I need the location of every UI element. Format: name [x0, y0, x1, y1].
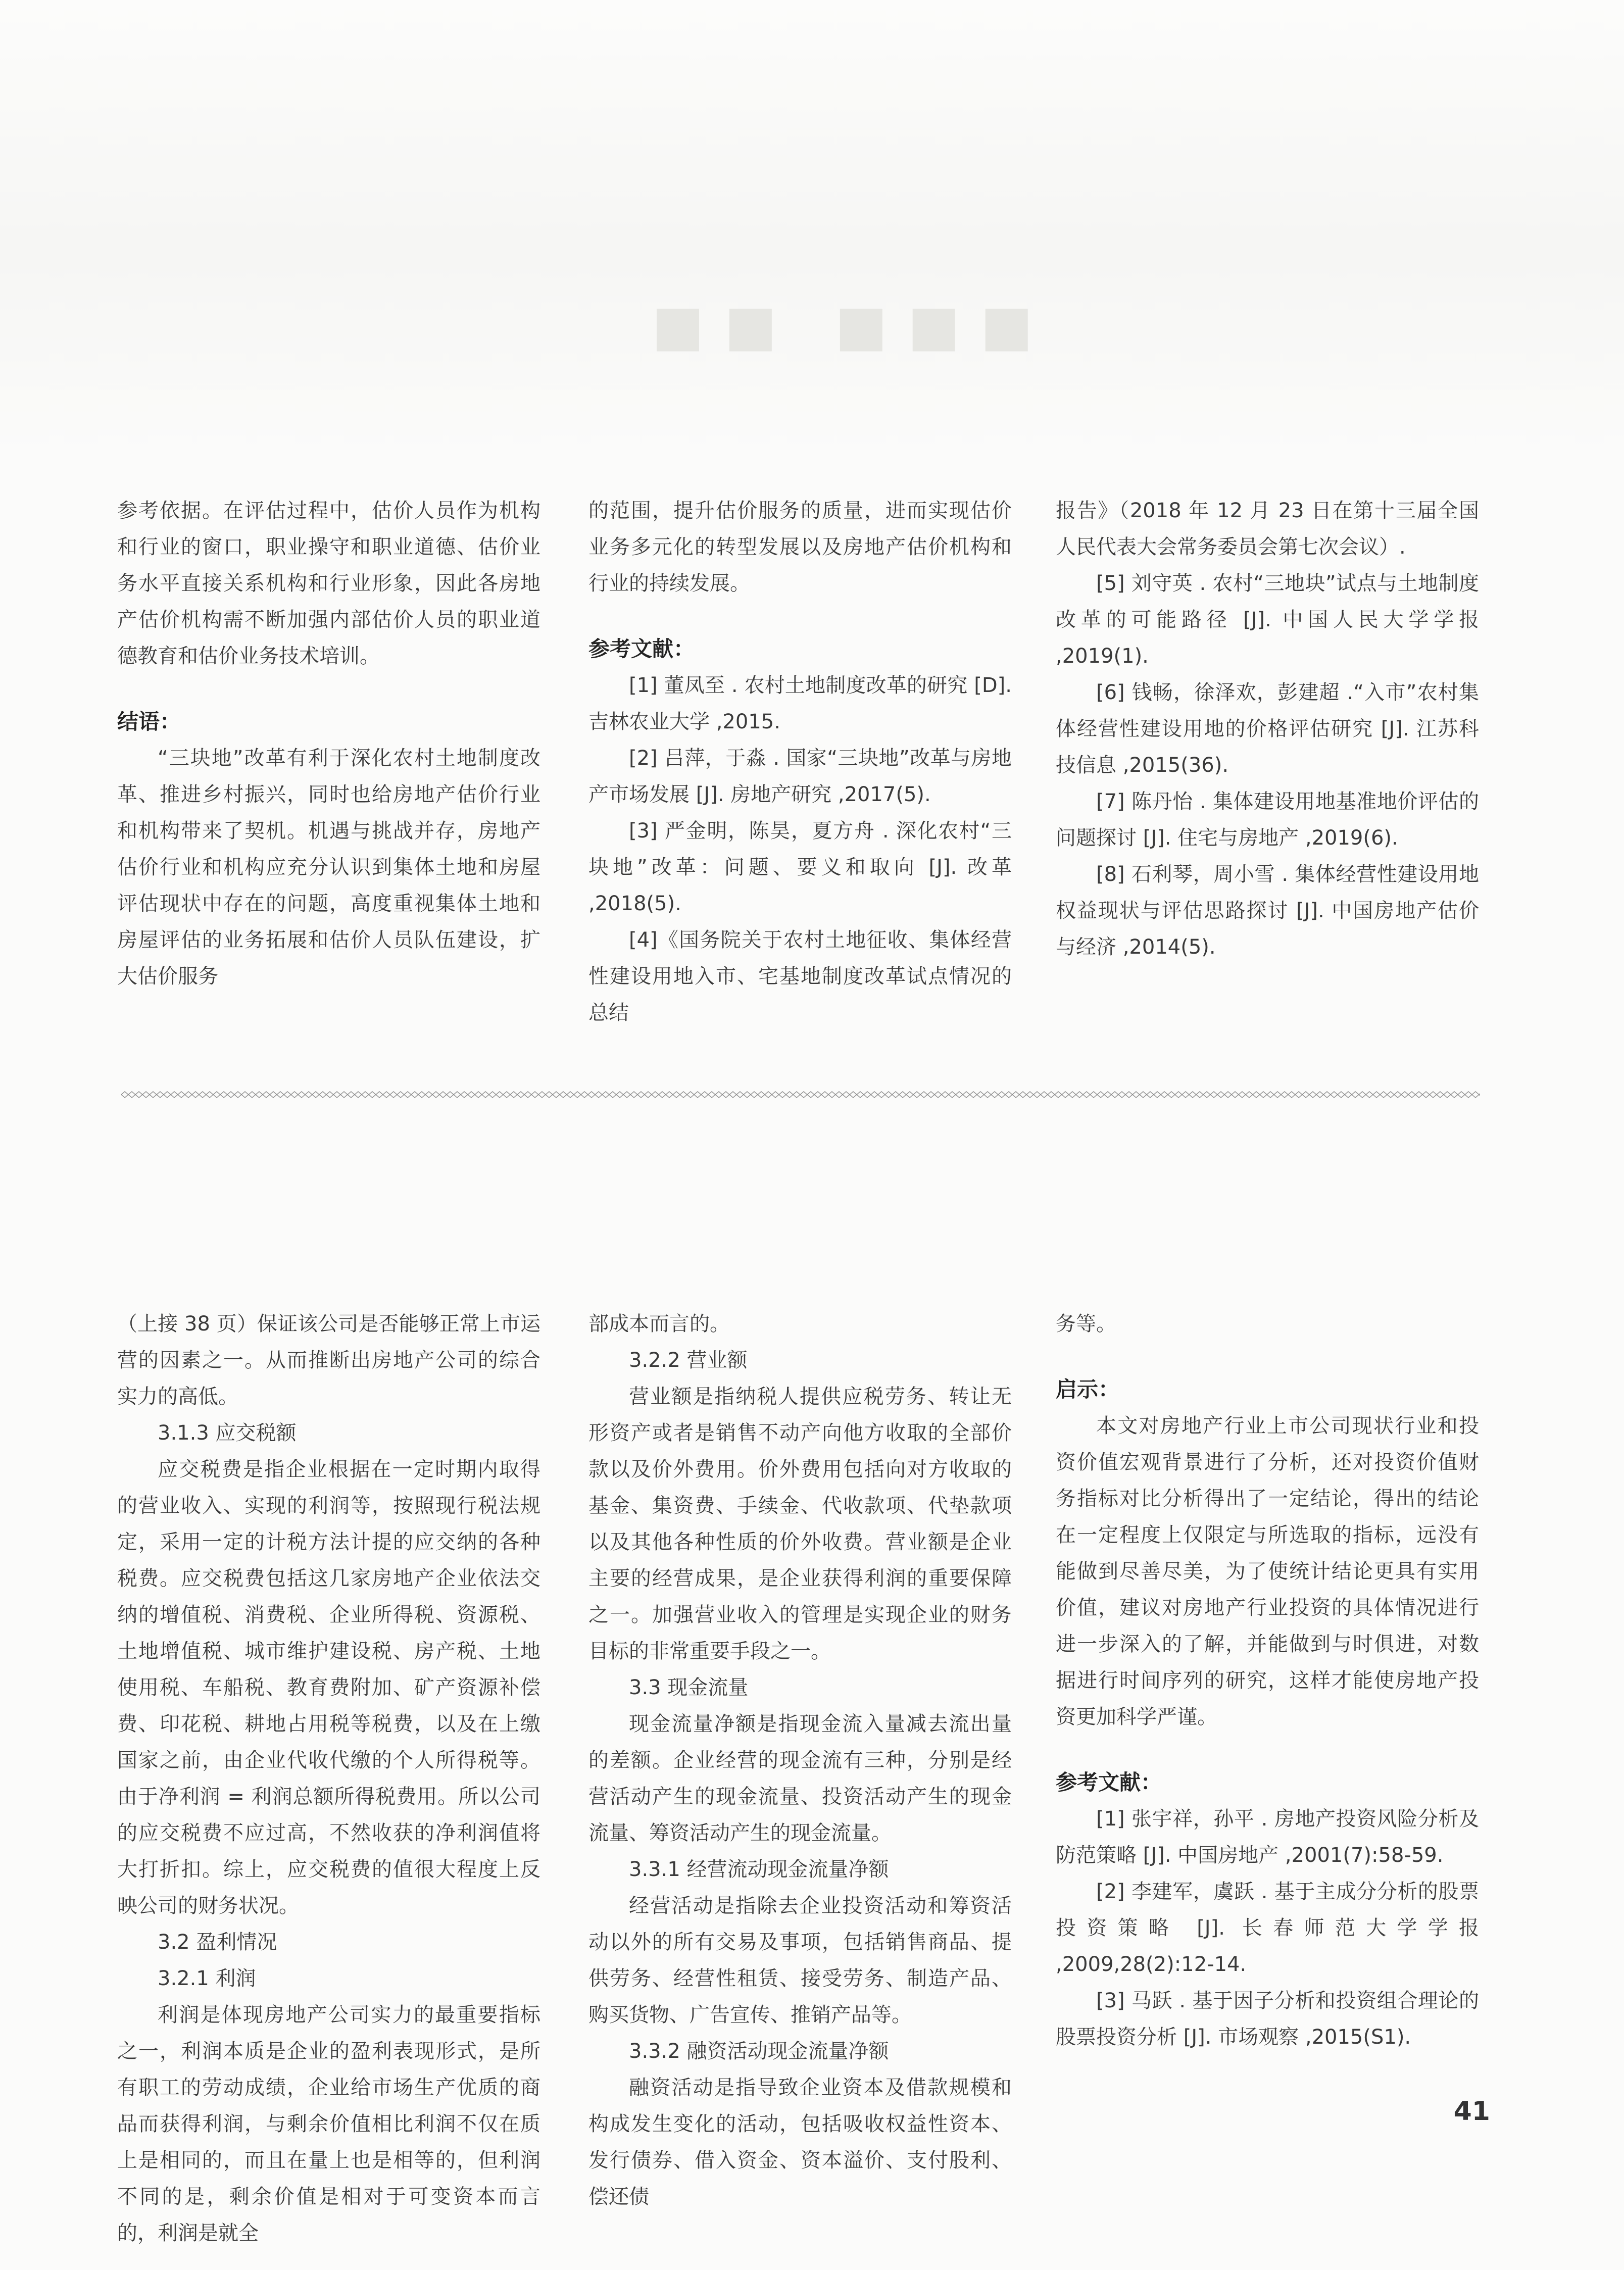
paragraph: 现金流量净额是指现金流入量减去流出量的差额。企业经营的现金流有三种，分别是经营活动产生的现金流量、投资活动产生的现金流量、筹资活动产生的现金流量。 — [588, 1712, 1012, 1845]
paragraph: 营业额是指纳税人提供应税劳务、转让无形资产或者是销售不动产向他方收取的全部价款以及价外费用。价外费用包括向对方收取的基金、集资费、手续金、代收款项、代垫款项以及其他各种性质的价外收费。营业额是企业主要的经营成果，是企业获得利润的重要保障之一。加强营业收入的管理是实现企业的财务目标的非常重要手段之一。 — [588, 1385, 1012, 1663]
subsection-heading: 3.3 现金流量 — [629, 1676, 749, 1699]
paragraph: 经营活动是指除去企业投资活动和筹资活动以外的所有交易及事项，包括销售商品、提供劳务、经营性租赁、接受劳务、制造产品、购买货物、广告宣传、推销产品等。 — [588, 1894, 1012, 2027]
reference-item: [1] 张宇祥，孙平 . 房地产投资风险分析及防范策略 [J]. 中国房地产 ,2001(7):58-59. — [1056, 1807, 1479, 1867]
paragraph: “三块地”改革有利于深化农村土地制度改革、推进乡村振兴，同时也给房地产估价行业和机构带来了契机。机遇与挑战并存，房地产估价行业和机构应充分认识到集体土地和房屋评估现状中存在的问题，高度重视集体土地和房屋评估的业务拓展和估价人员队伍建设，扩大估价服务 — [117, 747, 540, 988]
paragraph: 利润是体现房地产公司实力的最重要指标之一，利润本质是企业的盈利表现形式，是所有职工的劳动成绩，企业给市场生产优质的商品而获得利润，与剩余价值相比利润不仅在质上是相同的，而且在量上也是相等的，但利润不同的是，剩余价值是相对于可变资本而言的，利润是就全 — [117, 2003, 540, 2245]
article1-column-1 — [117, 492, 540, 988]
subsection-heading: 3.1.3 应交税额 — [158, 1421, 297, 1445]
references-heading: 参考文献： — [1056, 1770, 1162, 1795]
subsection-heading: 3.3.2 融资活动现金流量净额 — [629, 2040, 889, 2063]
article2-column-1 — [117, 1306, 540, 2245]
reference-item: [2] 吕萍，于淼 . 国家“三块地”改革与房地产市场发展 [J]. 房地产研究 ,2017(5). — [588, 747, 1012, 806]
paragraph: 应交税费是指企业根据在一定时期内取得的营业收入、实现的利润等，按照现行税法规定，采用一定的计税方法计提的应交纳的各种税费。应交税费包括这几家房地产企业依法交纳的增值税、消费税、企业所得税、资源税、土地增值税、城市维护建设税、房产税、土地使用税、车船税、教育费附加、矿产资源补偿费、印花税、耕地占用税等税费，以及在上缴国家之前，由企业代收代缴的个人所得税等。由于净利润 = 利润总额所得税费用。所以公司的应交税费不应过高，不然收获的净利润值将大打折扣。综上，应交税费的值很大程度上反映公司的财务状况。 — [117, 1458, 540, 1917]
subsection-heading: 3.2.1 利润 — [158, 1967, 256, 1990]
paragraph: 务等。 — [1056, 1312, 1116, 1336]
reference-item: [3] 严金明，陈昊，夏方舟 . 深化农村“三块地”改革：问题、要义和取向 [J]. 改革 ,2018(5). — [588, 819, 1012, 915]
paragraph: 参考依据。在评估过程中，估价人员作为机构和行业的窗口，职业操守和职业道德、估价业务水平直接关系机构和行业形象，因此各房地产估价机构需不断加强内部估价人员的职业道德教育和估价业务技术培训。 — [117, 499, 540, 668]
subsection-heading: 3.3.1 经营流动现金流量净额 — [629, 1858, 889, 1881]
decorative-divider — [121, 1091, 1480, 1098]
paragraph: 部成本而言的。 — [588, 1312, 730, 1336]
reference-item: 报告》（2018 年 12 月 23 日在第十三届全国人民代表大会常务委员会第七次会议）. — [1056, 499, 1479, 559]
subsection-heading: 3.2 盈利情况 — [158, 1931, 277, 1954]
paragraph: 的范围，提升估价服务的质量，进而实现估价业务多元化的转型发展以及房地产估价机构和行业的持续发展。 — [588, 499, 1012, 595]
paragraph: 本文对房地产行业上市公司现状行业和投资价值宏观背景进行了分析，还对投资价值财务指标对比分析得出了一定结论，得出的结论在一定程度上仅限定与所选取的指标，远没有能做到尽善尽美，为了使统计结论更具有实用价值，建议对房地产行业投资的具体情况进行进一步深入的了解，并能做到与时俱进，对数据进行时间序列的研究，这样才能使房地产投资更加科学严谨。 — [1056, 1414, 1479, 1729]
reference-item: [7] 陈丹怡 . 集体建设用地基准地价评估的问题探讨 [J]. 住宅与房地产 ,2019(6). — [1056, 790, 1479, 850]
faded-header-band — [0, 0, 1624, 455]
paragraph: （上接 38 页）保证该公司是否能够正常上市运营的因素之一。从而推断出房地产公司的综合实力的高低。 — [117, 1312, 540, 1408]
reference-item: [3] 马跃 . 基于因子分析和投资组合理论的股票投资分析 [J]. 市场观察 ,2015(S1). — [1056, 1989, 1479, 2049]
article1-column-3 — [1056, 492, 1479, 959]
article2-column-3 — [1056, 1306, 1479, 2139]
subsection-heading: 3.2.2 营业额 — [629, 1349, 748, 1372]
article1-column-2 — [588, 492, 1012, 1024]
reference-item: [5] 刘守英 . 农村“三地块”试点与土地制度改革的可能路径 [J]. 中国人民大学学报 ,2019(1). — [1056, 572, 1479, 668]
section-heading-conclusion: 结语： — [117, 709, 181, 734]
paragraph: 融资活动是指导致企业资本及借款规模和构成发生变化的活动，包括吸收权益性资本、发行债券、借入资金、资本溢价、支付股利、偿还债 — [588, 2076, 1012, 2208]
reference-item: [6] 钱畅，徐泽欢，彭建超 .“入市”农村集体经营性建设用地的价格评估研究 [J]. 江苏科技信息 ,2015(36). — [1056, 681, 1479, 777]
article2-column-2 — [588, 1306, 1012, 2208]
reference-item: [2] 李建军，虞跃 . 基于主成分分析的股票投资策略 [J]. 长春师范大学学报 ,2009,28(2):12-14. — [1056, 1880, 1479, 1976]
section-heading-insights: 启示： — [1056, 1377, 1120, 1402]
page-number: 41 — [1453, 2096, 1490, 2127]
reference-item: [1] 董凤至 . 农村土地制度改革的研究 [D]. 吉林农业大学 ,2015. — [588, 674, 1012, 733]
faded-header-mark: ■■ ■■■ — [652, 293, 1053, 358]
references-heading: 参考文献： — [588, 636, 695, 661]
reference-item: [4]《国务院关于农村土地征收、集体经营性建设用地入市、宅基地制度改革试点情况的总结 — [588, 928, 1012, 1024]
reference-item: [8] 石利琴，周小雪 . 集体经营性建设用地权益现状与评估思路探讨 [J]. 中国房地产估价与经济 ,2014(5). — [1056, 863, 1479, 959]
